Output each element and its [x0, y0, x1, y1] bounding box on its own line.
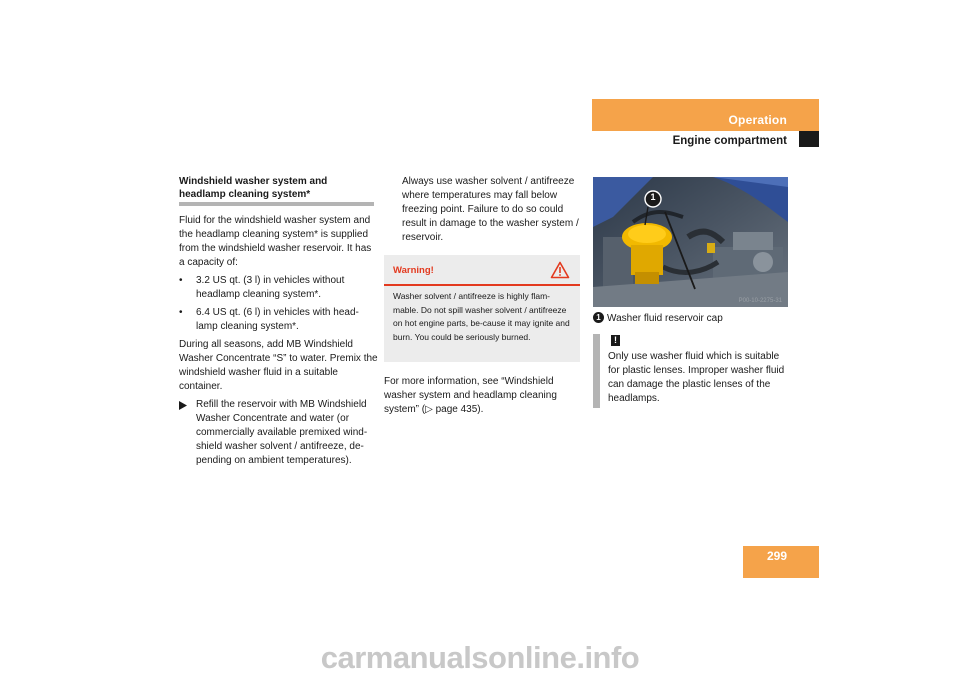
engine-photo-illustration — [593, 177, 788, 307]
page-number: 299 — [766, 549, 787, 563]
engine-compartment-photo — [593, 177, 788, 307]
instruction-step — [179, 398, 379, 468]
caption-number-badge: 1 — [593, 312, 604, 323]
intro-paragraph: Fluid for the windshield washer system and the headlamp cleaning system* is supplied from the windshield washer reservoir. It has a capacity of: — [179, 215, 372, 268]
photo-caption — [593, 312, 793, 326]
bullet-icon: • — [179, 307, 183, 318]
instruction-text: Refill the reservoir with MB Windshield Washer Concentrate and water (or commercially available premixed wind-shield washer solvent / antifreeze, de-pending on ambient temperatures). — [196, 399, 368, 466]
warning-heading: Warning! — [393, 265, 434, 276]
bullet-icon: • — [179, 275, 183, 286]
warning-triangle-icon — [550, 261, 570, 284]
capacity-item — [179, 306, 379, 334]
arrow-right-icon — [179, 398, 193, 415]
note-text: Only use washer fluid which is suitable for plastic lenses. Improper washer fluid can damage the plastic lenses of the headlamps. — [608, 351, 785, 404]
photo-reference-code: P00-10-2275-31 — [738, 298, 782, 304]
capacity-text: 6.4 US qt. (6 l) in vehicles with head-lamp cleaning system*. — [196, 307, 359, 332]
column-1-body — [179, 214, 379, 472]
watermark-text: carmanualsonline.info — [320, 640, 640, 675]
capacity-text: 3.2 US qt. (3 l) in vehicles without headlamp cleaning system*. — [196, 275, 345, 300]
caption-text: Washer fluid reservoir cap — [607, 313, 723, 324]
capacity-item — [179, 274, 379, 302]
chapter-title: Engine compartment — [672, 135, 787, 147]
section-title: Operation — [728, 113, 787, 127]
warning-divider — [384, 284, 580, 286]
title-divider — [179, 202, 374, 206]
warning-text: Washer solvent / antifreeze is highly flam-mable. Do not spill washer solvent / antifreeze on hot engine parts, be-cause it may ignite and burn. You could be seriously burned. — [393, 291, 570, 342]
warning-box — [384, 255, 580, 362]
note-side-bar — [593, 334, 600, 408]
antifreeze-paragraph: Always use washer solvent / antifreeze where temperatures may fall below freezing point. Failure to do so could result in damage to the washer system / reservoir. — [402, 176, 579, 243]
chapter-marker — [799, 131, 819, 147]
subsection-title: Windshield washer system and headlamp cleaning system* — [179, 176, 328, 200]
photo-callout-label: 1 — [650, 192, 656, 202]
note-exclamation-icon: ! — [611, 335, 620, 346]
seasons-paragraph: During all seasons, add MB Windshield Washer Concentrate “S” to water. Premix the windshield washer fluid in a suitable container. — [179, 339, 378, 392]
more-info-paragraph: For more information, see “Windshield washer system and headlamp cleaning system” (▷ page 435). — [384, 376, 557, 415]
